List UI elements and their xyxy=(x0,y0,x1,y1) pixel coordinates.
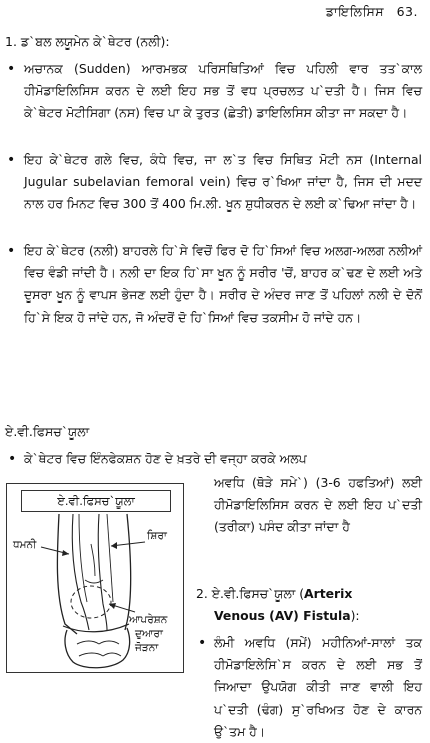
bullet-paragraph-sudden: • ਅਚਾਨਕ (Sudden) ਆਰਮਭਕ ਪਰਿਸਥਿਤਿਆਂ ਵਿਚ ਪਹਿਲੀ ਵਾਰ ਤਤ`ਕਾਲ ਹੀਮੋਡਾਇਲਿਸਿਸ ਕਰਨ ਦੇ ਲਈ ਇਹ ਸਭ ਤੋਂ ਵਧ ਪ੍ਰਚਲਤ ਪ`ਦਤੀ ਹੈ। ਜਿਸ ਵਿਚ ਕੇ`ਥੇਟਰ ਮੋਟੀਸਿਗਾ (ਨਸ) ਵਿਚ ਪਾ ਕੇ ਤੁਰਤ (ਛੇਤੀ) ਡਾਇਲਿਸਿਸ ਕੀਤਾ ਜਾ ਸਕਦਾ ਹੈ। xyxy=(24,58,422,125)
artery-line xyxy=(72,514,89,630)
page-number: 63. xyxy=(396,4,418,19)
item2-suffix: ): xyxy=(350,608,360,623)
section-heading-double-lumen-catheter: 1. ਡ`ਬਲ ਲਯੂਮੇਨ ਕੇ`ਥੇਟਰ (ਨਲੀ): xyxy=(5,34,170,49)
vein-line xyxy=(98,514,107,630)
finger-line-2 xyxy=(99,641,119,644)
item2-prefix: 2. ਏ.ਵੀ.ਫਿਸਚ`ਯੂਲਾ ( xyxy=(196,586,305,601)
figure-title: ਏ.ਵੀ.ਫਿਸਚ`ਯੂਲਾ xyxy=(21,490,171,512)
artery-arrowhead xyxy=(62,550,69,556)
section-heading-av-fistula: ਏ.ਵੀ.ਫਿਸਚ`ਯੂਲਾ xyxy=(5,424,90,439)
surgery-arrowhead xyxy=(109,603,116,609)
vein-arrowhead xyxy=(111,542,117,549)
item-heading-av-fistula xyxy=(196,586,352,602)
header-title: ਡਾਇਲਿਸਿਸ xyxy=(325,4,385,19)
bullet-paragraph-infection-risk: • ਕੇ`ਥੇਟਰ ਵਿਚ ਇੰਨਫੇਕਸ਼ਨ ਹੋਣ ਦੇ ਖ਼ਤਰੇ ਦੀ ਵਜ੍ਹਾ ਕਰਕੇ ਅਲਪ xyxy=(24,448,422,470)
av-fistula-figure xyxy=(6,483,184,673)
arm-outline-right xyxy=(125,514,131,630)
arm-outline-left xyxy=(57,514,77,634)
figure-label-artery: ਧਮਨੀ xyxy=(13,539,37,551)
fist-outline xyxy=(65,628,130,668)
item2-bold-venous: Venous (AV) Fistula xyxy=(214,608,351,623)
figure-label-vein: ਸ਼ਿਰਾ xyxy=(147,530,167,542)
figure-label-surgery-2: ਦੁਆਰਾ xyxy=(135,628,163,640)
connecting-vessel xyxy=(91,544,95,576)
finger-line-3 xyxy=(79,653,103,656)
item-heading-av-fistula-line2 xyxy=(214,608,360,623)
page-header xyxy=(326,4,418,20)
figure-label-surgery-3: ਜੋੜਨਾ xyxy=(135,642,159,654)
bullet-paragraph-long-term: • ਲੰਮੀ ਅਵਧਿ (ਸਮੇਂ) ਮਹੀਨਿਆਂ-ਸਾਲਾਂ ਤਕ ਹੀਮੋਡਾਇਲੇਸਿ`ਸ ਕਰਨ ਦੇ ਲਈ ਸਭ ਤੋਂ ਜਿਆਦਾ ਉਪਯੋਗ ਕੀਤੀ ਜਾਣ ਵਾਲੀ ਇਹ ਪ`ਦਤੀ (ਢੰਗ) ਸੁ`ਰਖਿਅਤ ਹੋਣ ਦੇ ਕਾਰਨ ਉ`ਤਮ ਹੈ। xyxy=(214,632,422,678)
figure-label-surgery-1: ਆਪਰੇਸ਼ਨ xyxy=(129,614,168,626)
vein-line-inner xyxy=(107,514,113,602)
bullet-paragraph-catheter-branches: • ਇਹ ਕੇ`ਥੇਟਰ (ਨਲੀ) ਬਾਹਰਲੇ ਹਿ`ਸੇ ਵਿਚੋਂ ਫਿਰ ਦੋ ਹਿ`ਸਿਆਂ ਵਿਚ ਅਲਗ-ਅਲਗ ਨਲੀਆਂ ਵਿਚ ਵੰਡੀ ਜਾਂਦੀ ਹੈ। ਨਲੀ ਦਾ ਇਕ ਹਿ`ਸਾ ਖੂਨ ਨੂੰ ਸਰੀਰ 'ਚੋਂ, ਬਾਹਰ ਕ`ਢਣ ਦੇ ਲਈ ਅਤੇ ਦੂਸਰਾ ਖੂਨ ਨੂੰ ਵਾਪਸ ਭੇਜਣ ਲਈ ਹੁੰਦਾ ਹੈ। ਸਰੀਰ ਦੇ ਅੰਦਰ ਜਾਣ ਤੋਂ ਪਹਿਲਾਂ ਨਲੀ ਦੇ ਦੋਨੋਂ ਹਿ`ਸੇ ਇਕ ਹੋ ਜਾਂਦੇ ਹਨ, ਜੋ ਅੰਦਰੋਂ ਦੋ ਹਿ`ਸਿਆਂ ਵਿਚ ਤਕਸੀਮ ਹੋ ਜਾਂਦੇ ਹਨ। xyxy=(24,240,422,329)
finger-line-1 xyxy=(77,641,99,644)
finger-line-4 xyxy=(103,653,121,656)
bullet-paragraph-vein-placement: • ਇਹ ਕੇ`ਥੇਟਰ ਗਲੇ ਵਿਚ, ਕੰਧੇ ਵਿਚ, ਜਾ ਲ`ਤ ਵਿਚ ਸਿਥਿਤ ਮੋਟੀ ਨਸ (Internal Jugular subelavian femoral vein) ਵਿਚ ਰ`ਖਿਆ ਜਾਂਦਾ ਹੈ, ਜਿਸ ਦੀ ਮਦਦ ਨਾਲ ਹਰ ਮਿਨਟ ਵਿਚ 300 ਤੋਂ 400 ਮਿ.ਲੀ. ਖੂਨ ਸ਼ੁਧੀਕਰਨ ਦੇ ਲਈ ਕ`ਢਿਆ ਜਾਂਦਾ ਹੈ। xyxy=(24,149,422,216)
item2-bold-arterix: Arterix xyxy=(304,586,353,601)
bullet-paragraph-short-term-continuation: ਅਵਧਿ (ਥੋੜੇ ਸਮੇ`) (3-6 ਹਫਤਿਆਂ) ਲਈ ਹੀਮੋਡਾਇਲਿਸਿਸ ਕਰਨ ਦੇ ਲਈ ਇਹ ਪ`ਦਤੀ (ਤਰੀਕਾ) ਪਸੰਦ ਕੀਤਾ ਜਾਂਦਾ ਹੈ xyxy=(214,475,422,535)
